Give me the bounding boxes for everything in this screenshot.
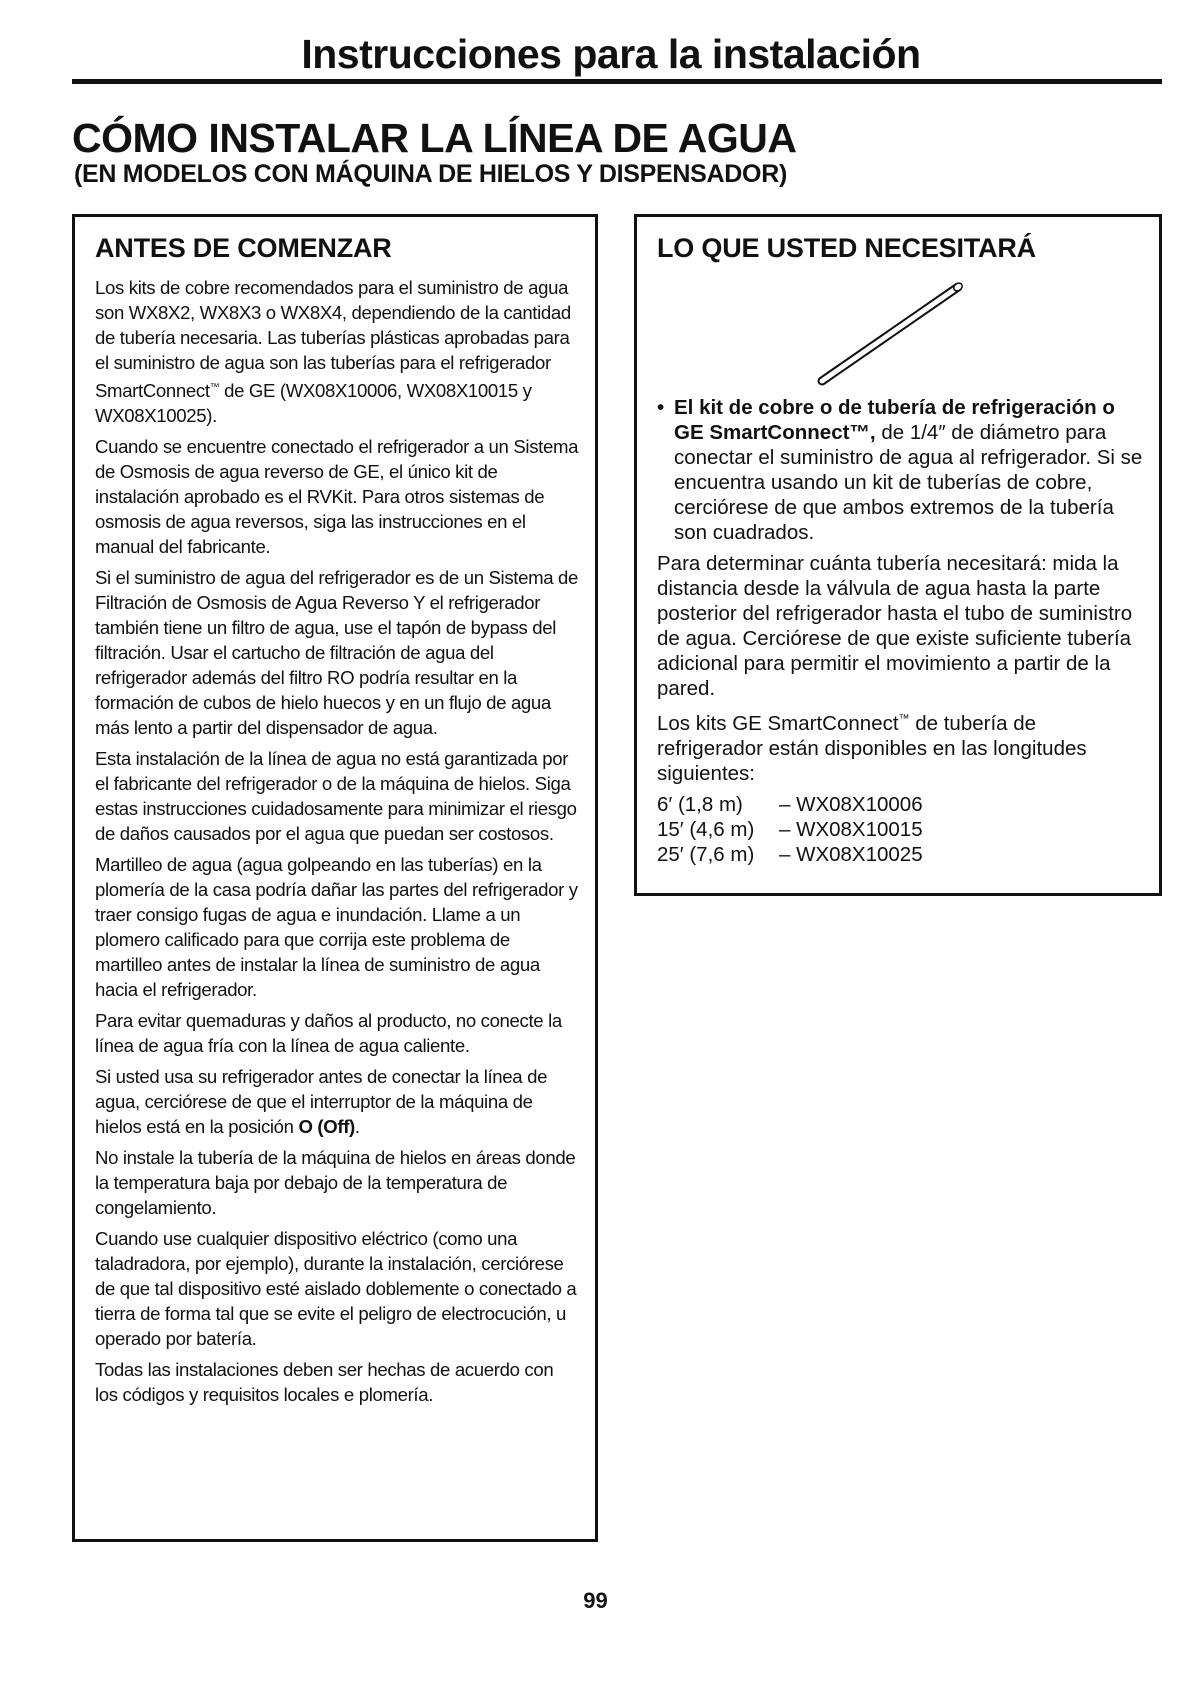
kit-model: – WX08X10015 [779,817,923,841]
main-subtitle: (EN MODELOS CON MÁQUINA DE HIELOS Y DISPENSADOR) [74,160,787,188]
tubing-kit-bold: El kit de cobre o de tubería de refrigeración o GE SmartConnect™, [674,396,1115,444]
paragraph-local-codes: Todas las instalaciones deben ser hechas de acuerdo con los códigos y requisitos locales e plomería. [95,1359,554,1406]
paragraph-text: de tubería de refrigerador están disponibles en las longitudes siguientes: [657,711,1087,785]
table-row [657,842,923,867]
paragraph-hot-water: Para evitar quemaduras y daños al producto, no conecte la línea de agua fría con la línea de agua caliente. [95,1010,562,1057]
page-header-title: Instrucciones para la instalación [301,31,921,77]
paragraph-reverse-osmosis: Cuando se encuentre conectado el refrigerador a un Sistema de Osmosis de agua reverso de GE, el único kit de instalación aprobado es el RVKit. Para otros sistemas de osmosis de agua reversos, siga las instrucciones en el manual del fabricante. [95,436,579,558]
kit-length: 25′ (7,6 m) [657,842,755,866]
paragraph-copper-kits [95,275,579,428]
kit-model: – WX08X10025 [779,842,923,866]
trademark-symbol: ™ [209,382,220,393]
paragraph-text: Los kits GE SmartConnect [657,711,899,735]
paragraph-text: Si usted usa su refrigerador antes de conectar la línea de agua, cerciórese de que el interruptor de la máquina de hielos está en la posición [95,1066,548,1138]
kit-length: 6′ (1,8 m) [657,792,743,816]
paragraph-text: Los kits de cobre recomendados para el suministro de agua son WX8X2, WX8X3 o WX8X4, dependiendo de la cantidad de tubería necesaria. Las tuberías plásticas aprobadas para el suministro de agua son las tuberías para el refrigerador SmartConnect [95,277,571,402]
kit-length: 15′ (4,6 m) [657,817,755,841]
paragraph-text: . [354,1116,360,1138]
before-you-begin-text [95,275,579,1407]
paragraph-freezing: No instale la tubería de la máquina de hielos en áreas donde la temperatura baja por debajo de la temperatura de congelamiento. [95,1147,576,1219]
paragraph-electrical-device: Cuando use cualquier dispositivo eléctrico (como una taladradora, por ejemplo), durante la instalación, cerciórese de que tal dispositivo esté aislado doblemente o conectado a tierra de forma tal que se evite el peligro de electrocución, u operado por batería. [95,1228,577,1350]
tube-icon [822,282,964,381]
bullet-icon: • [657,396,665,419]
paragraph-warranty: Esta instalación de la línea de agua no está garantizada por el fabricante del refrigerador o de la máquina de hielos. Siga estas instrucciones cuidadosamente para minimizar el riesgo de daños causados por el agua que puedan ser costosos. [95,748,577,845]
paragraph-text: de GE (WX08X10006, WX08X10015 y WX08X10025). [95,380,532,427]
kit-lengths-table [657,792,923,867]
list-item-tubing-kit [657,395,1145,545]
off-position-label: O (Off) [298,1116,355,1138]
paragraph-water-hammer: Martilleo de agua (agua golpeando en las tuberías) en la plomería de la casa podría dañar las partes del refrigerador y traer consigo fugas de agua e inundación. Llame a un plomero calificado para que corrija este problema de martilleo antes de instalar la línea de suministro de agua hacia el refrigerador. [95,854,578,1001]
what-you-need-box [634,214,1162,896]
before-you-begin-box [72,214,598,1542]
kit-model: – WX08X10006 [779,792,923,816]
header-rule [72,79,1162,84]
what-you-need-text [657,395,1145,867]
paragraph-measure: Para determinar cuánta tubería necesitará: mida la distancia desde la válvula de agua hasta la parte posterior del refrigerador hasta el tubo de suministro de agua. Cerciórese de que existe suficiente tubería adicional para permitir el movimiento a partir de la pared. [657,552,1133,700]
paragraph-filter-bypass: Si el suministro de agua del refrigerador es de un Sistema de Filtración de Osmosis de Agua Reverso Y el refrigerador también tiene un filtro de agua, use el tapón de bypass del filtración. Usar el cartucho de filtración de agua del refrigerador además del filtro RO podría resultar en la formación de cubos de hielo huecos y en un flujo de agua más lento a partir del dispensador de agua. [95,567,579,739]
paragraph-kit-lengths [657,707,1145,786]
table-row [657,817,923,842]
what-you-need-heading: LO QUE USTED NECESITARÁ [657,233,1036,263]
trademark-symbol: ™ [898,713,910,725]
main-title: CÓMO INSTALAR LA LÍNEA DE AGUA [72,115,797,161]
page-number: 99 [583,1588,608,1613]
paragraph-icemaker-switch [95,1064,579,1139]
tubing-kit-text: de 1/4″ de diámetro para conectar el suministro de agua al refrigerador. Si se encuentra usando un kit de tuberías de cobre, cerciórese de que ambos extremos de la tubería son cuadrados. [674,421,1143,544]
table-row [657,792,923,817]
before-you-begin-heading: ANTES DE COMENZAR [95,233,392,263]
tubing-illustration [812,277,972,389]
